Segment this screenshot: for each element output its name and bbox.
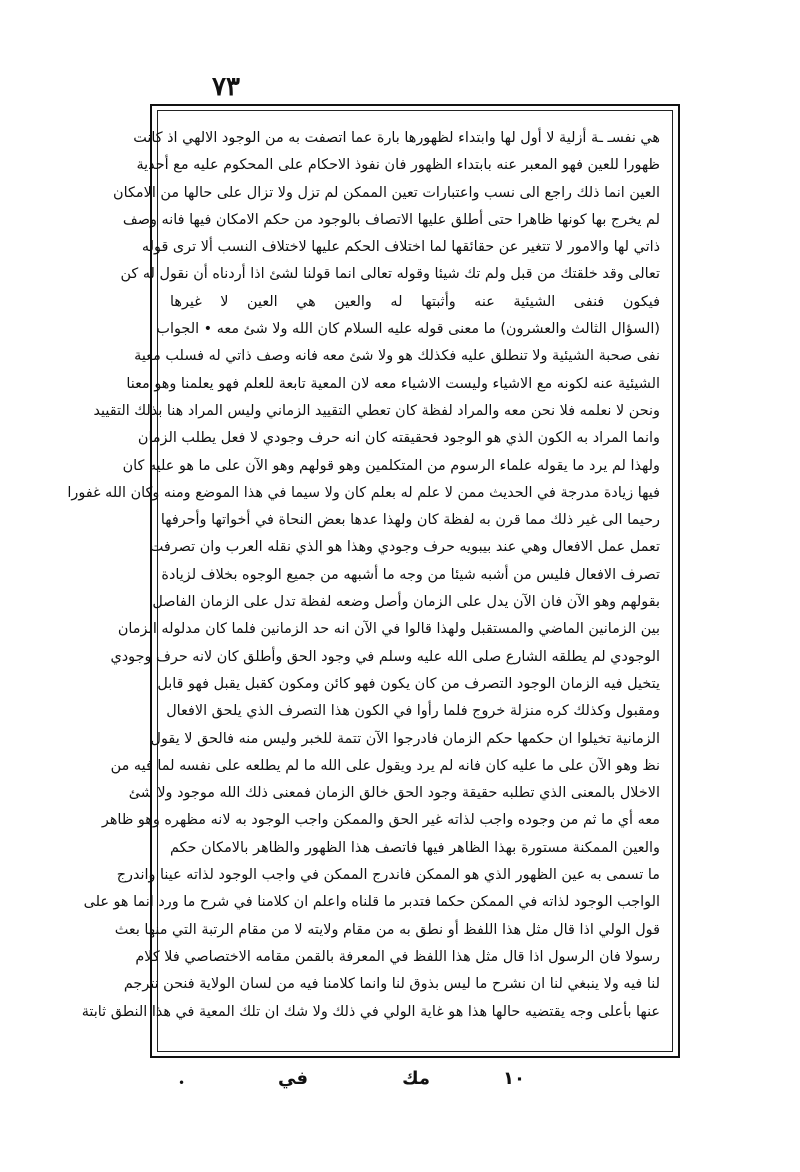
text-line: ذاتي لها والامور لا تتغير عن حقائقها لما اختلاف الحكم عليها لاختلاف النسب ألا ترى قوله <box>141 239 660 256</box>
text-line: عنها بأعلى وجه يقتضيه حالها هذا هو غاية الولي في ذلك ولا شك ان تلك المعية في هذا النطق ثابتة <box>81 1003 660 1020</box>
text-line: رسولا فان الرسول اذا قال مثل هذا اللفظ في المعرفة بالقمن مقامه الاختصاصي فلا كلام <box>135 948 660 965</box>
page-number: ٧٣ <box>212 72 240 102</box>
text-line: والعين الممكنة مستورة بهذا الظاهر فيها فاتصف هذا الظهور والظاهر بالامكان حكم <box>170 839 660 856</box>
text-line: ظهورا للعين فهو المعبر عنه بابتداء الظهور فان نفوذ الاحكام على المحكوم عليه مع أحدية <box>136 157 660 174</box>
text-line: فيكون فنفى الشيئية عنه وأثبتها له والعين هي العين لا غيرها <box>170 293 660 310</box>
text-line: لم يخرج بها كونها ظاهرا حتى أطلق عليها الاتصاف بالوجود من حكم الامكان فيها فانه وصف <box>122 211 660 228</box>
text-line: تعمل عمل الافعال وهي عند بيبويه حرف وجودي وهذا هو الذي نقله العرب وان تصرفت <box>149 539 660 556</box>
text-line: تعالى وقد خلقتك من قبل ولم تك شيئا وقوله تعالى انما قولنا لشئ اذا أردناه أن نقول له كن <box>120 266 660 283</box>
text-line: العين انما ذلك راجع الى نسب واعتبارات تعين الممكن لم تزل ولا تزال على حالها من الامكان <box>113 184 660 201</box>
page-frame-inner <box>67 110 673 1052</box>
text-line: بين الزمانين الماضي والمستقبل ولهذا قالوا في الآن انه حد الزمانين فلما كان مدلوله الزمان <box>117 621 660 638</box>
text-line: الوجودي لم يطلقه الشارع صلى الله عليه وسلم في وجود الحق وأطلق كان لانه حرف وجودي <box>110 648 660 665</box>
text-line: نظ وهو الآن على ما عليه كان فانه لم يرد ويقول على الله ما لم يطلعه على نفسه لما فيه من <box>110 757 660 774</box>
text-line: هي نفسـ ـة أزلية لا أول لها وابتداء لظهورها بارة عما اتصفت به من الوجود الالهي اذ كانت <box>133 130 660 146</box>
text-line: الزمانية تخيلوا ان حكمها حكم الزمان فادرجوا الآن تتمة للخبر وليس منه فالحق لا يقول <box>150 730 660 747</box>
signature-mark: مك <box>402 1068 430 1089</box>
text-line: نفى صحبة الشيئية ولا تنطلق عليه فكذلك هو ولا شئ معه فانه وصف ذاتي له فسلب معية <box>134 348 660 365</box>
text-line: وانما المراد به الكون الذي هو الوجود فحقيقته كان انه حرف وجودي لا فعل يطلب الزمان <box>137 430 660 447</box>
text-line: يتخيل فيه الزمان الوجود التصرف من كان يكون فهو كائن ومكون كقبل يقبل فهو قابل <box>157 675 660 692</box>
catchword: في <box>278 1068 308 1089</box>
text-line: ونحن لا نعلمه فلا نحن معه والمراد لفظة كان تعطي التقييد الزماني وليس المراد هنا بذلك التقييد <box>93 402 660 419</box>
page-frame <box>67 104 680 1058</box>
text-line: ولهذا لم يرد ما يقوله علماء الرسوم من المتكلمين وهو قولهم وهو الآن على ما هو عليه كان <box>122 457 660 474</box>
text-line: فيها زيادة مدرجة في الحديث ممن لا علم له بعلم كان ولا سيما في هذا الموضع ومنه وكان الله غفورا <box>67 484 660 501</box>
text-line: ومقبول وكذلك كره منزلة خروج فلما رأوا في الكون هذا التصرف الذي يلحق الافعال <box>166 703 660 720</box>
text-line: تصرف الافعال فليس من أشبه شيئا من وجه ما أشبهه من جميع الوجوه بخلاف لزيادة <box>161 566 660 583</box>
text-line: (السؤال الثالث والعشرون) ما معنى قوله عليه السلام كان الله ولا شئ معه • الجواب <box>156 321 660 338</box>
body-text <box>67 125 660 1037</box>
text-line: ما تسمى به عين الظهور الذي هو الممكن فاندرج الممكن في واجب الوجود لذاته عينا واندرج <box>116 867 660 884</box>
text-line: الشيئية عنه لكونه مع الاشياء وليست الاشياء معه لان المعية تابعة للعلم فهو يعلمنا وهو معنا <box>126 375 660 392</box>
text-line: الواجب الوجود لذاته في الممكن حكما فتدبر ما قلناه واعلم ان كلامنا في شرح ما ورد انما هو على <box>83 894 660 911</box>
text-line: معه أي ما ثم من وجوده واجب لذاته غير الحق والممكن واجب الوجود به لانه مظهره وهو ظاهر <box>101 812 660 829</box>
text-line: رحيما الى غير ذلك مما قرن به لفظة كان ولهذا عدها بعض النحاة في أخواتها وأحرفها <box>160 512 660 529</box>
text-line: لنا فيه ولا ينبغي لنا ان نشرح ما ليس بذوق لنا وانما كلامنا فيه من لسان الولاية فنحن نترجم <box>123 976 660 993</box>
page-footer <box>170 1068 670 1108</box>
bottom-mark: • <box>178 1076 186 1090</box>
text-line: قول الولي اذا قال مثل هذا اللفظ أو نطق به من مقام ولايته لا من مقام الرتبة التي منها بعث <box>114 921 660 938</box>
text-line: الاخلال بالمعنى الذي تطلبه حقيقة وجود الحق خالق الزمان فمعنى ذلك الله موجود ولا شئ <box>128 785 660 802</box>
signature-number: ١٠ <box>503 1068 525 1089</box>
text-line: بقولهم وهو الآن فان الآن يدل على الزمان وأصل وضعه لفظة تدل على الزمان الفاصل <box>152 594 660 611</box>
